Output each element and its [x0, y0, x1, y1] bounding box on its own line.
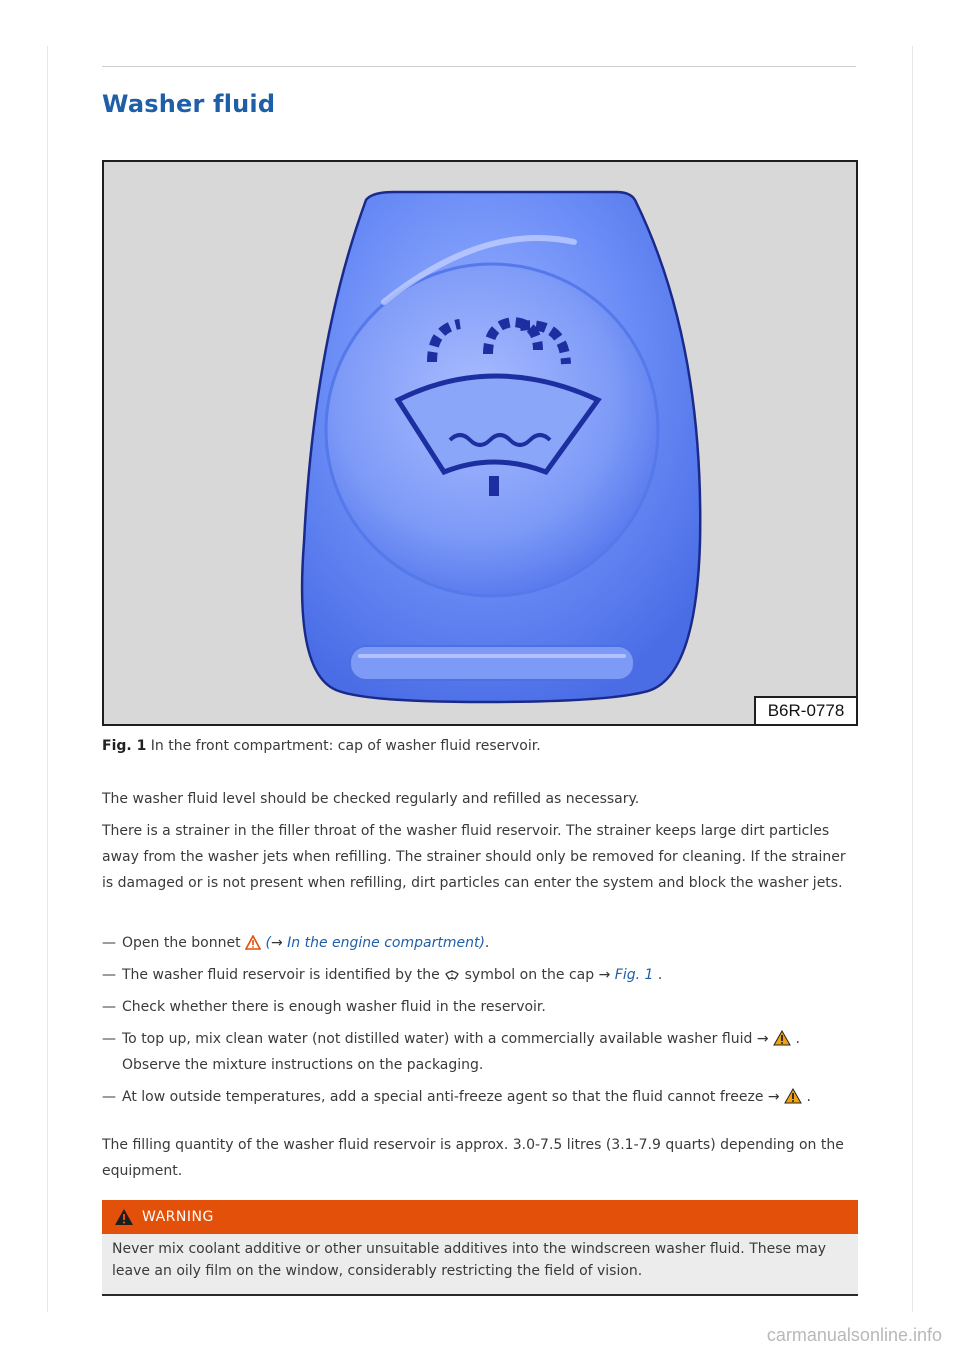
warning-label: WARNING: [142, 1209, 214, 1225]
link-fig-1[interactable]: Fig. 1: [614, 967, 654, 983]
cap-grip: [350, 646, 634, 680]
header-rule: [102, 66, 856, 67]
warning-triangle-icon[interactable]: [784, 1088, 802, 1104]
watermark: carmanualsonline.info: [766, 1325, 942, 1345]
step-open-bonnet: — Open the bonnet (→ In the engine compartment).: [102, 935, 490, 951]
caption-text: In the front compartment: cap of washer fluid reservoir.: [150, 738, 541, 754]
step-reservoir-identified: — The washer fluid reservoir is identified by the symbol on the cap → Fig. 1 .: [102, 967, 663, 983]
caption-label: Fig. 1: [102, 738, 147, 754]
warning-header: [102, 1200, 858, 1234]
page-title: Washer fluid: [102, 90, 276, 118]
warning-triangle-icon[interactable]: [773, 1030, 791, 1046]
link-engine-compartment[interactable]: (→ In the engine compartment): [265, 935, 485, 951]
warning-triangle-icon[interactable]: [245, 935, 261, 950]
arrow-right-icon: →: [767, 1089, 780, 1105]
arrow-right-icon: →: [270, 935, 283, 951]
step-check-fluid: — Check whether there is enough washer fluid in the reservoir.: [102, 999, 546, 1015]
arrow-right-icon: →: [756, 1031, 769, 1047]
washer-fluid-icon: [444, 968, 460, 982]
step-anti-freeze: — At low outside temperatures, add a special anti-freeze agent so that the fluid cannot freeze → .: [102, 1089, 811, 1105]
arrow-right-icon: →: [598, 967, 611, 983]
figure-caption: [102, 738, 541, 754]
figure-code: B6R-0778: [754, 696, 856, 724]
paragraph-check-level: The washer fluid level should be checked regularly and refilled as necessary.: [102, 791, 640, 807]
washer-cap-illustration: [104, 162, 856, 724]
warning-triangle-icon: [114, 1208, 134, 1226]
paragraph-filling-quantity: The filling quantity of the washer fluid reservoir is approx. 3.0-7.5 litres (3.1-7.9 quarts) depending on the equipment.: [102, 1137, 844, 1179]
paragraph-strainer: There is a strainer in the filler throat of the washer fluid reservoir. The strainer keeps large dirt particles away from the washer jets when refilling. The strainer should only be removed for cleaning. If the strainer is damaged or is not present when refilling, dirt particles can enter the system and block the washer jets.: [102, 823, 846, 891]
warning-text: Never mix coolant additive or other unsuitable additives into the windscreen washer fluid. These may leave an oily film on the window, considerably restricting the field of vision.: [102, 1234, 858, 1296]
figure-washer-cap: [102, 160, 858, 726]
step-top-up: — To top up, mix clean water (not distilled water) with a commercially available washer fluid → . Observe the mixture instructions on the packaging.: [102, 1031, 800, 1073]
left-margin-line: [47, 46, 48, 1312]
right-margin-line: [912, 46, 913, 1312]
